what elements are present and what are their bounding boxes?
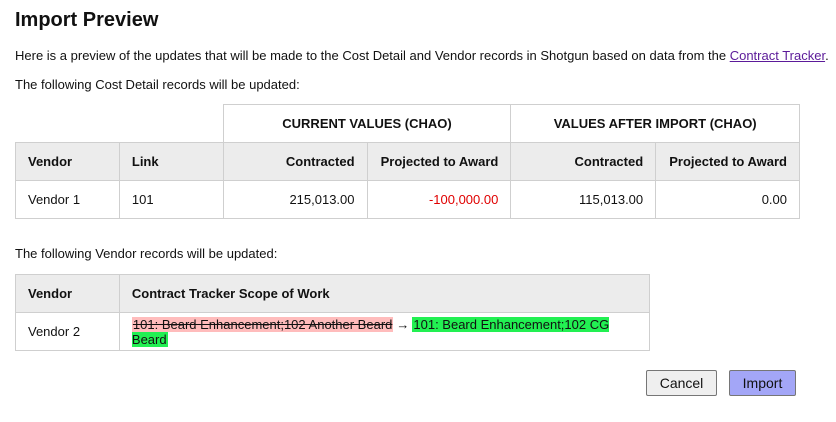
column-header-after-contracted: Contracted [511,143,656,181]
arrow-icon: → [396,316,410,332]
group-header-spacer [16,105,224,143]
cell-vendor: Vendor 2 [16,313,120,351]
cell-current-projected: -100,000.00 [367,181,511,219]
group-header-current: CURRENT VALUES (CHAO) [223,105,511,143]
cell-vendor: Vendor 1 [16,181,120,219]
cell-link: 101 [119,181,223,219]
vendor-table [15,274,650,351]
vendor-header-row [16,275,650,313]
cost-detail-table [15,104,800,219]
cancel-button[interactable]: Cancel [646,370,717,396]
column-header-scope: Contract Tracker Scope of Work [119,275,649,313]
cost-section-label: The following Cost Detail records will be updated: [15,77,300,92]
table-row [16,181,800,219]
column-header-vendor: Vendor [16,143,120,181]
column-header-link: Link [119,143,223,181]
table-row [16,313,650,351]
import-button[interactable]: Import [729,370,796,396]
column-header-current-contracted: Contracted [223,143,367,181]
contract-tracker-link[interactable]: Contract Tracker [729,48,826,63]
cell-after-contracted: 115,013.00 [511,181,656,219]
added-value: 101: Beard Enhancement;102 CG Beard [131,316,610,347]
group-header-after: VALUES AFTER IMPORT (CHAO) [511,105,800,143]
cell-after-projected: 0.00 [656,181,800,219]
column-header-current-projected: Projected to Award [367,143,511,181]
cell-current-contracted: 215,013.00 [223,181,367,219]
page-title: Import Preview [15,9,159,31]
removed-value: 101: Beard Enhancement;102 Another Beard [132,316,393,332]
intro-text [15,48,829,63]
cell-scope-diff [119,313,649,351]
column-header-vendor: Vendor [16,275,120,313]
group-header-row [16,105,800,143]
intro-suffix: . [825,48,829,63]
column-header-row [16,143,800,181]
vendor-section-label: The following Vendor records will be updated: [15,246,278,261]
column-header-after-projected: Projected to Award [656,143,800,181]
intro-description: Here is a preview of the updates that will be made to the Cost Detail and Vendor records in Shotgun based on data from the [15,48,730,63]
